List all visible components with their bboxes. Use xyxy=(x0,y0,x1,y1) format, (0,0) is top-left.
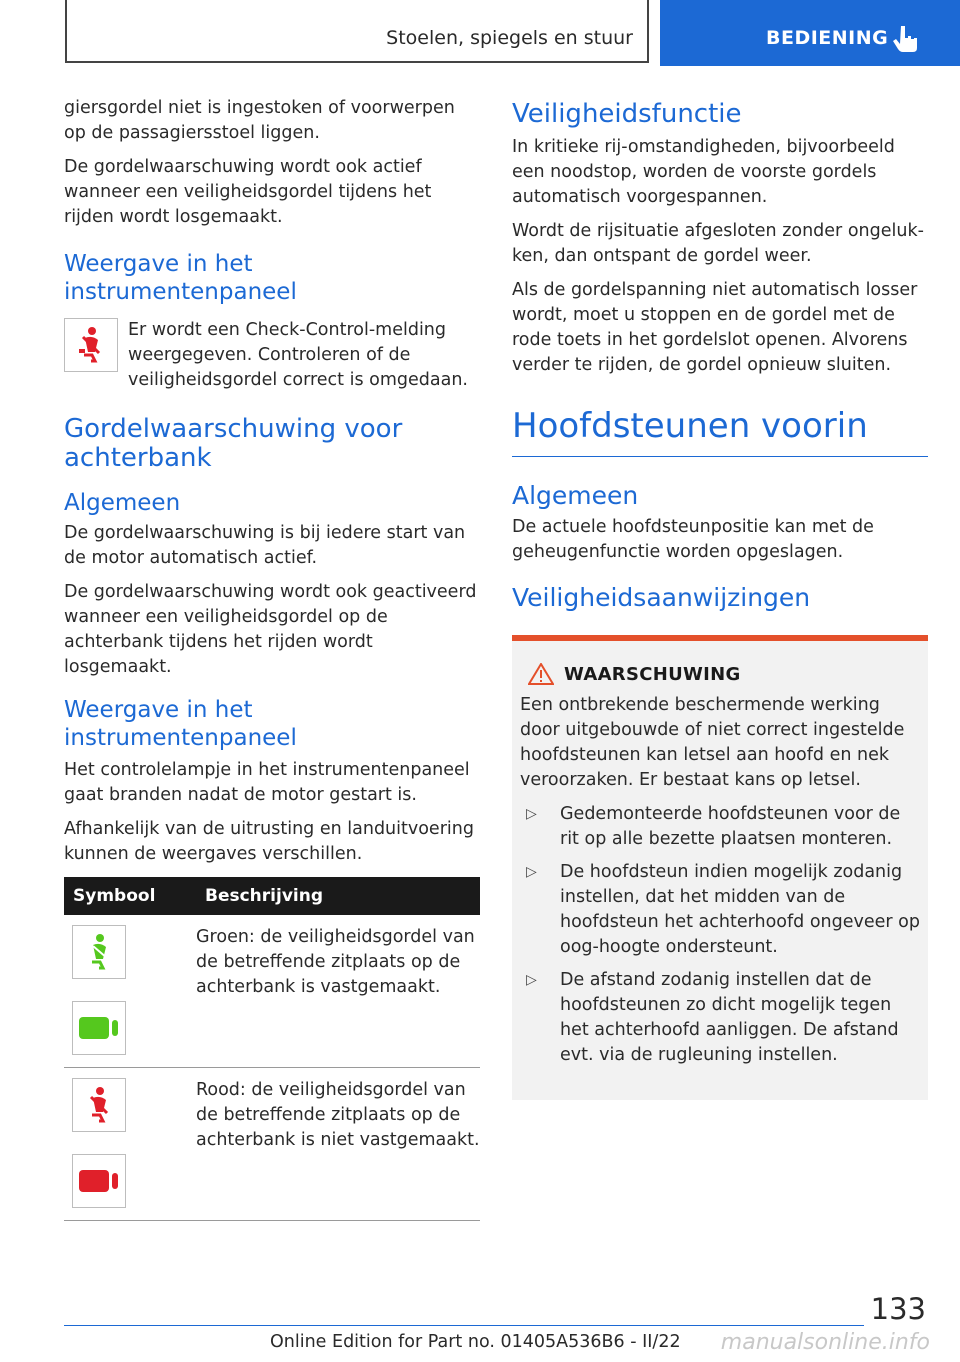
section-title: Stoelen, spiegels en stuur xyxy=(386,27,633,49)
table-row xyxy=(64,915,480,1068)
page-header xyxy=(0,0,960,66)
section-heading: Veiligheidsaanwijzingen xyxy=(512,583,811,612)
section-heading: Weergave in het instrumentenpaneel xyxy=(64,697,297,751)
edition-note: Online Edition for Part no. 01405A536B6 - II/22 xyxy=(270,1332,681,1352)
check-control-row xyxy=(64,318,480,393)
section-heading: Veiligheidsfunctie xyxy=(512,99,742,129)
list-item xyxy=(520,802,920,852)
paragraph: De actuele hoofdsteunpositie kan met de geheugenfunctie worden opgeslagen. xyxy=(512,517,874,562)
paragraph: Afhankelijk van de uitrusting en landuitvoering kunnen de weergaves verschillen. xyxy=(64,819,474,864)
paragraph: In kritieke rij-omstandigheden, bijvoorbeeld een noodstop, worden de voorste gordels automatisch voorgespannen. xyxy=(512,137,895,207)
paragraph: Het controlelampje in het instrumentenpaneel gaat branden nadat de motor gestart is. xyxy=(64,760,470,805)
table-row xyxy=(64,1068,480,1221)
page-number: 133 xyxy=(870,1292,926,1326)
seatbelt-red-icon xyxy=(64,318,118,372)
chapter-tab xyxy=(660,0,960,66)
list-item xyxy=(520,968,920,1068)
description-cell: Groen: de veiligheidsgordel van de betreffende zitplaats op de achterbank is vastgemaakt. xyxy=(196,915,480,1068)
list-item-text: Gedemonteerde hoofdsteunen voor de rit op alle bezette plaatsen monteren. xyxy=(560,804,901,849)
table-header-symbol: Symbool xyxy=(64,877,196,915)
paragraph: De gordelwaarschuwing wordt ook actief wanneer een veiligheidsgordel tijdens het rijden wordt losgemaakt. xyxy=(64,157,432,227)
triangle-bullet-icon: ▷ xyxy=(526,972,537,988)
list-item-text: De hoofdsteun indien mogelijk zodanig instellen, dat het midden van de hoofdsteun het achterhoofd ongeveer op oog-hoogte ondersteunt. xyxy=(560,862,920,957)
symbol-cell xyxy=(64,915,196,1068)
section-heading: Gordelwaarschuwing voor achterbank xyxy=(64,414,403,473)
triangle-bullet-icon: ▷ xyxy=(526,806,537,822)
warning-list xyxy=(520,802,920,1068)
paragraph: Er wordt een Check-Control-melding weergegeven. Controleren of de veiligheidsgordel correct is omgedaan. xyxy=(128,320,468,390)
seatbelt-green-icon xyxy=(72,925,126,979)
seat-status-red-icon xyxy=(72,1154,126,1208)
description-cell: Rood: de veiligheidsgordel van de betreffende zitplaats op de achterbank is niet vastgemaakt. xyxy=(196,1068,480,1221)
footer-rule xyxy=(64,1325,864,1326)
seatbelt-red-icon xyxy=(72,1078,126,1132)
sub-heading: Algemeen xyxy=(512,481,639,510)
table-header-description: Beschrijving xyxy=(196,877,480,915)
symbol-table xyxy=(64,877,480,1221)
section-heading: Weergave in het instrumentenpaneel xyxy=(64,251,297,305)
paragraph: Als de gordelspanning niet automatisch losser wordt, moet u stoppen en de gordel met de rode toets in het gordelslot openen. Alvorens verder te rijden, de gordel opnieuw sluiten. xyxy=(512,280,918,375)
list-item xyxy=(520,860,920,960)
chapter-title: BEDIENING xyxy=(766,27,889,49)
paragraph: De gordelwaarschuwing is bij iedere start van de motor automatisch actief. xyxy=(64,523,466,568)
paragraph: De gordelwaarschuwing wordt ook geactiveerd wanneer een veiligheidsgordel op de achterbank tijdens het rijden wordt losgemaakt. xyxy=(64,582,477,677)
list-item-text: De afstand zodanig instellen dat de hoofdsteunen zo dicht mogelijk tegen het achterhoofd aanliggen. De afstand evt. via de rugleuning instellen. xyxy=(560,970,899,1065)
chapter-heading: Hoofdsteunen voorin xyxy=(512,406,868,446)
left-column xyxy=(64,96,480,1221)
warning-header xyxy=(520,663,920,685)
warning-text: Een ontbrekende beschermende werking door uitgebouwde of niet correct ingestelde hoofdsteunen kan letsel aan hoofd en nek veroorzaken. Er bestaat kans op letsel. xyxy=(520,695,905,790)
paragraph: giersgordel niet is ingestoken of voorwerpen op de passagiersstoel liggen. xyxy=(64,98,455,143)
symbol-cell xyxy=(64,1068,196,1221)
warning-triangle-icon xyxy=(528,663,554,685)
heading-rule xyxy=(512,456,928,457)
seat-status-green-icon xyxy=(72,1001,126,1055)
warning-title: WAARSCHUWING xyxy=(564,663,741,685)
pointing-hand-icon xyxy=(892,24,920,54)
triangle-bullet-icon: ▷ xyxy=(526,864,537,880)
section-header-box xyxy=(65,0,649,63)
right-column xyxy=(512,96,928,1100)
watermark: manualsonline.info xyxy=(720,1330,930,1355)
sub-heading: Algemeen xyxy=(64,490,181,516)
warning-box xyxy=(512,635,928,1100)
paragraph: Wordt de rijsituatie afgesloten zonder ongeluk-ken, dan ontspant de gordel weer. xyxy=(512,221,924,266)
